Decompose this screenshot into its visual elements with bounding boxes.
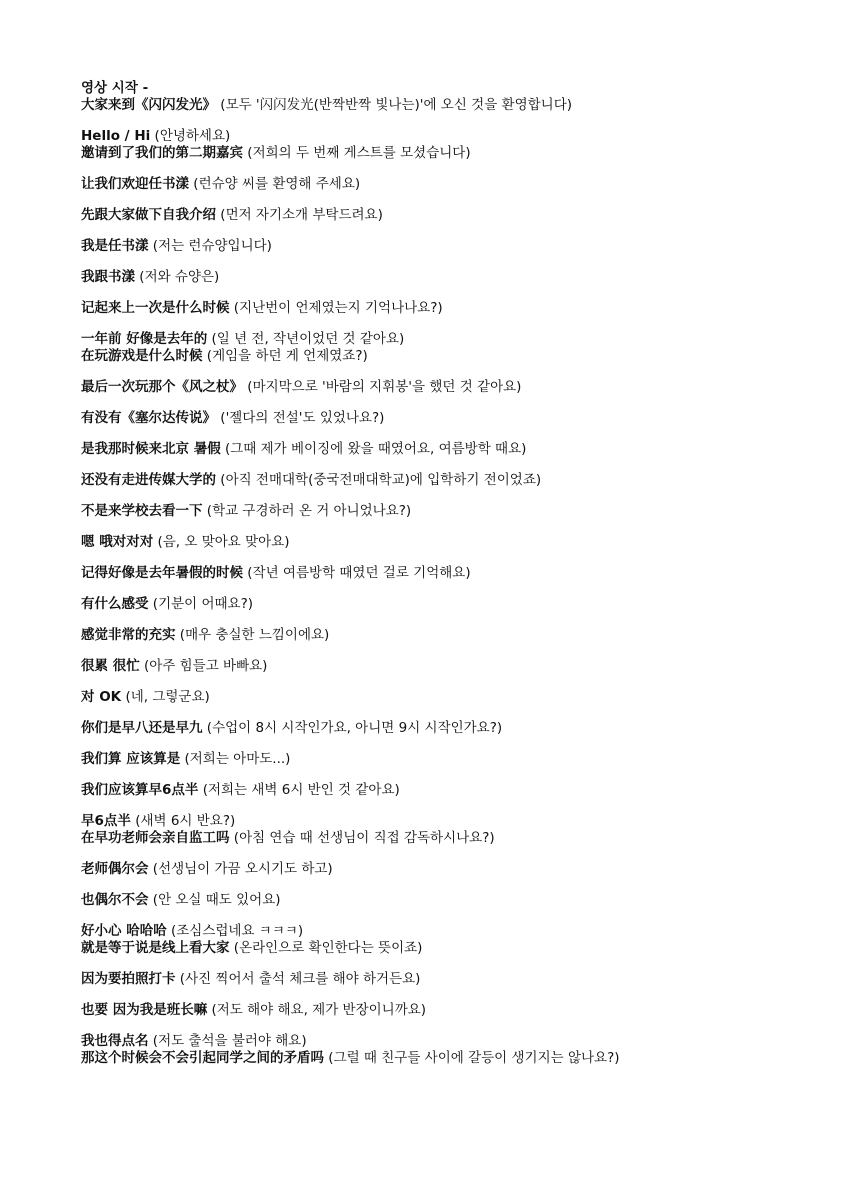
transcript-line [81, 238, 821, 255]
transcript-line [81, 300, 821, 317]
korean-translation: (먼저 자기소개 부탁드려요) [220, 207, 383, 223]
korean-translation: (마지막으로 '바람의 지휘봉'을 했던 것 같아요) [247, 379, 522, 395]
korean-translation: (저는 런슈양입니다) [152, 238, 272, 254]
korean-translation: (매우 충실한 느낌이에요) [179, 627, 330, 643]
chinese-text: 我也得点名 [81, 1033, 149, 1049]
transcript-line [81, 923, 821, 940]
transcript-line [81, 269, 821, 286]
chinese-text: 大家来到《闪闪发光》 [81, 97, 216, 113]
chinese-text: 有什么感受 [81, 596, 149, 612]
korean-translation: (안 오실 때도 있어요) [152, 892, 281, 908]
korean-translation: (저희는 아마도...) [184, 751, 291, 767]
korean-translation: (저와 슈양은) [139, 269, 220, 285]
chinese-text: 我们算 应该算是 [81, 751, 181, 767]
korean-translation: (아직 전매대학(중국전매대학교)에 입학하기 전이었죠) [220, 472, 542, 488]
chinese-text: 就是等于说是线上看大家 [81, 940, 230, 956]
korean-translation: (새벽 6시 반요?) [135, 813, 236, 829]
chinese-text: 那这个时候会不会引起同学之间的矛盾吗 [81, 1050, 324, 1066]
chinese-text: 最后一次玩那个《风之杖》 [81, 379, 243, 395]
chinese-text: 对 OK [81, 689, 122, 705]
chinese-text: 很累 很忙 [81, 658, 140, 674]
chinese-text: 因为要拍照打卡 [81, 971, 176, 987]
transcript-line [81, 534, 821, 551]
chinese-text: 在早功老师会亲自监工吗 [81, 830, 230, 846]
chinese-text: 感觉非常的充实 [81, 627, 176, 643]
chinese-text: 还没有走进传媒大学的 [81, 472, 216, 488]
korean-translation: (선생님이 가끔 오시기도 하고) [152, 861, 333, 877]
chinese-text: 我们应该算早6点半 [81, 782, 199, 798]
chinese-text: 老师偶尔会 [81, 861, 149, 877]
chinese-text: 记起来上一次是什么时候 [81, 300, 230, 316]
transcript-line [81, 689, 821, 706]
chinese-text: 也偶尔不会 [81, 892, 149, 908]
transcript-line [81, 627, 821, 644]
transcript-line [81, 348, 821, 365]
korean-translation: (그때 제가 베이징에 왔을 때였어요, 여름방학 때요) [225, 441, 527, 457]
korean-translation: (게임을 하던 게 언제였죠?) [206, 348, 368, 364]
korean-translation: (학교 구경하러 온 거 아니었나요?) [206, 503, 412, 519]
korean-translation: (저희는 새벽 6시 반인 것 같아요) [202, 782, 400, 798]
korean-translation: (아주 힘들고 바빠요) [144, 658, 268, 674]
transcript-line [81, 940, 821, 957]
transcript-line [81, 97, 821, 114]
transcript-line [81, 813, 821, 830]
chinese-text: 邀请到了我们的第二期嘉宾 [81, 145, 243, 161]
chinese-text: 记得好像是去年暑假的时候 [81, 565, 243, 581]
chinese-text: 是我那时候来北京 暑假 [81, 441, 221, 457]
transcript-line [81, 751, 821, 768]
korean-translation: (온라인으로 확인한다는 뜻이죠) [233, 940, 423, 956]
chinese-text: 我跟书漾 [81, 269, 135, 285]
transcript-line [81, 830, 821, 847]
korean-translation: (일 년 전, 작년이었던 것 같아요) [211, 331, 405, 347]
korean-translation: (사진 찍어서 출석 체크를 해야 하거든요) [179, 971, 421, 987]
transcript-line [81, 176, 821, 193]
transcript-line [81, 565, 821, 582]
transcript-line [81, 861, 821, 878]
chinese-text: 嗯 哦对对对 [81, 534, 154, 550]
transcript-line [81, 782, 821, 799]
korean-translation: (수업이 8시 시작인가요, 아니면 9시 시작인가요?) [206, 720, 503, 736]
transcript-line [81, 128, 821, 145]
transcript-line [81, 410, 821, 427]
chinese-text: 在玩游戏是什么时候 [81, 348, 203, 364]
chinese-text: Hello / Hi [81, 128, 151, 144]
korean-translation: ('젤다의 전설'도 있었나요?) [220, 410, 385, 426]
korean-translation: (조심스럽네요 ㅋㅋㅋ) [171, 923, 304, 939]
korean-translation: (모두 '闪闪发光(반짝반짝 빛나는)'에 오신 것을 환영합니다) [220, 97, 573, 113]
korean-translation: (런슈양 씨를 환영해 주세요) [193, 176, 361, 192]
chinese-text: 也要 因为我是班长嘛 [81, 1002, 208, 1018]
transcript-line [81, 441, 821, 458]
transcript-line [81, 892, 821, 909]
transcript-line [81, 596, 821, 613]
chinese-text: 我是任书漾 [81, 238, 149, 254]
transcript-line [81, 145, 821, 162]
transcript-line [81, 472, 821, 489]
transcript-line [81, 1050, 821, 1067]
transcript-line [81, 658, 821, 675]
transcript-lines [81, 97, 821, 1067]
chinese-text: 一年前 好像是去年的 [81, 331, 208, 347]
chinese-text: 好小心 哈哈哈 [81, 923, 167, 939]
korean-translation: (안녕하세요) [154, 128, 231, 144]
korean-translation: (그럴 때 친구들 사이에 갈등이 생기지는 않나요?) [328, 1050, 620, 1066]
korean-translation: (작년 여름방학 때였던 걸로 기억해요) [247, 565, 471, 581]
chinese-text: 有没有《塞尔达传说》 [81, 410, 216, 426]
transcript-page [81, 80, 821, 1067]
transcript-line [81, 207, 821, 224]
korean-translation: (음, 오 맞아요 맞아요) [157, 534, 290, 550]
chinese-text: 早6点半 [81, 813, 131, 829]
transcript-line [81, 379, 821, 396]
chinese-text: 你们是早八还是早九 [81, 720, 203, 736]
korean-translation: (아침 연습 때 선생님이 직접 감독하시나요?) [233, 830, 495, 846]
korean-translation: (지난번이 언제였는지 기억나나요?) [233, 300, 443, 316]
transcript-line [81, 720, 821, 737]
video-start-heading: 영상 시작 - [81, 80, 149, 96]
korean-translation: (저도 해야 해요, 제가 반장이니까요) [211, 1002, 427, 1018]
transcript-line [81, 503, 821, 520]
chinese-text: 让我们欢迎任书漾 [81, 176, 189, 192]
chinese-text: 不是来学校去看一下 [81, 503, 203, 519]
chinese-text: 先跟大家做下自我介绍 [81, 207, 216, 223]
korean-translation: (기분이 어때요?) [152, 596, 254, 612]
korean-translation: (저희의 두 번째 게스트를 모셨습니다) [247, 145, 471, 161]
transcript-line [81, 971, 821, 988]
korean-translation: (네, 그렇군요) [125, 689, 210, 705]
transcript-line [81, 1033, 821, 1050]
transcript-line [81, 1002, 821, 1019]
korean-translation: (저도 출석을 불러야 해요) [152, 1033, 307, 1049]
transcript-line [81, 331, 821, 348]
